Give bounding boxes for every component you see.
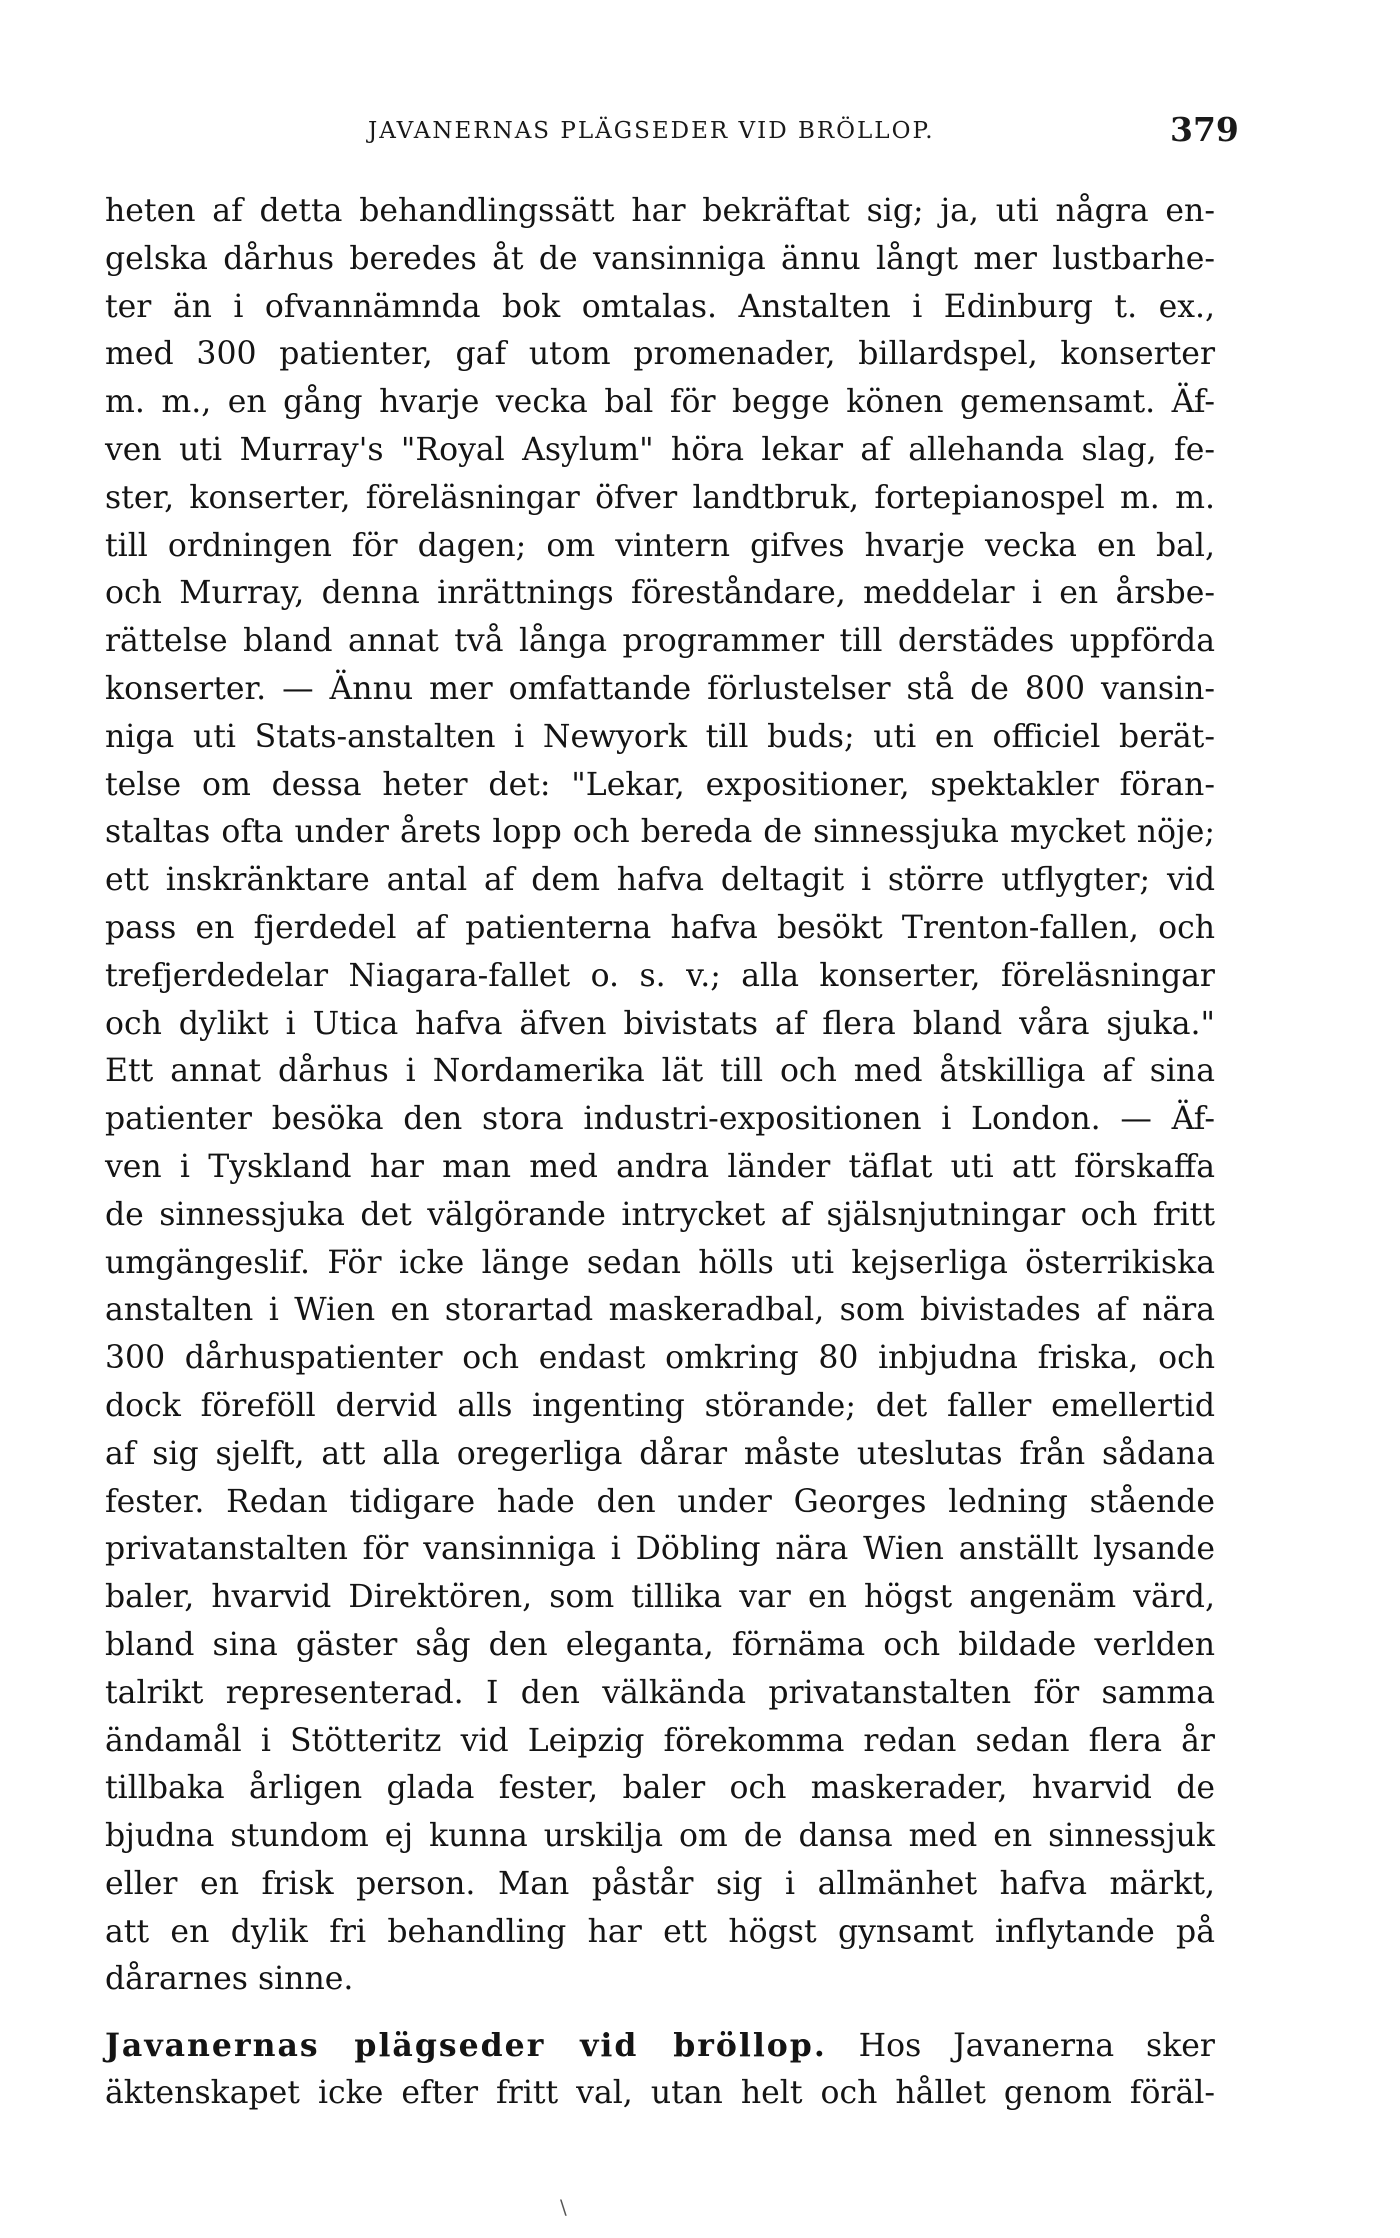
section-first-line — [105, 2022, 1215, 2070]
text-line: pass en fjerdedel af patienterna hafva besökt Trenton-fallen, och — [105, 909, 1215, 946]
text-line: ven uti Murray's "Royal Asylum" höra lekar af allehanda slag, fe- — [105, 431, 1215, 468]
text-line: dock föreföll dervid alls ingenting störande; det faller emellertid — [105, 1387, 1215, 1424]
text-line: baler, hvarvid Direktören, som tillika var en högst angenäm värd, — [105, 1579, 1215, 1616]
text-line: rättelse bland annat två långa programmer till derstädes uppförda — [105, 623, 1215, 660]
section-heading: Javanernas plägseder vid bröllop. — [105, 2027, 827, 2064]
text-line: fester. Redan tidigare hade den under Georges ledning stående — [105, 1483, 1215, 1520]
text-line: patienter besöka den stora industri-expositionen i London. — Äf- — [105, 1101, 1215, 1138]
section-second-line: äktenskapet icke efter fritt val, utan helt och hållet genom föräl- — [105, 2074, 1215, 2111]
text-line: privatanstalten för vansinniga i Döbling nära Wien anställt lysande — [105, 1531, 1215, 1568]
text-line: dårarnes sinne. — [105, 1961, 354, 1998]
text-line: med 300 patienter, gaf utom promenader, billardspel, konserter — [105, 336, 1215, 373]
running-title: JAVANERNAS PLÄGSEDER VID BRÖLLOP. — [368, 118, 935, 144]
text-line: konserter. — Ännu mer omfattande förlustelser stå de 800 vansin- — [105, 670, 1215, 707]
text-line: och dylikt i Utica hafva äfven bivistats af flera bland våra sjuka." — [105, 1005, 1215, 1042]
section-first-line-text: Hos Javanerna sker — [826, 2028, 1215, 2064]
text-line: bland sina gäster såg den eleganta, förnäma och bildade verlden — [105, 1626, 1215, 1663]
text-line: Ett annat dårhus i Nordamerika lät till och med åtskilliga af sina — [105, 1053, 1215, 1090]
text-line: telse om dessa heter det: "Lekar, expositioner, spektakler föran- — [105, 766, 1215, 803]
text-line: umgängeslif. För icke länge sedan hölls uti kejserliga österrikiska — [105, 1244, 1215, 1281]
text-line: af sig sjelft, att alla oregerliga dårar måste uteslutas från sådana — [105, 1435, 1215, 1472]
text-line: tillbaka årligen glada fester, baler och maskerader, hvarvid de — [105, 1770, 1215, 1807]
text-line: och Murray, denna inrättnings föreståndare, meddelar i en årsbe- — [105, 575, 1215, 612]
text-line: talrikt representerad. I den välkända privatanstalten för samma — [105, 1674, 1215, 1711]
text-line: ändamål i Stötteritz vid Leipzig förekomma redan sedan flera år — [105, 1722, 1215, 1759]
text-line: ter än i ofvannämnda bok omtalas. Anstalten i Edinburg t. ex., — [105, 288, 1215, 325]
text-line: att en dylik fri behandling har ett högst gynsamt inflytande på — [105, 1913, 1215, 1950]
text-line: ett inskränktare antal af dem hafva deltagit i större utflygter; vid — [105, 862, 1215, 899]
text-line: bjudna stundom ej kunna urskilja om de dansa med en sinnessjuk — [105, 1818, 1215, 1855]
text-line: staltas ofta under årets lopp och bereda de sinnessjuka mycket nöje; — [105, 814, 1215, 851]
text-line: trefjerdedelar Niagara-fallet o. s. v.; alla konserter, föreläsningar — [105, 957, 1215, 994]
text-line: heten af detta behandlingssätt har bekräftat sig; ja, uti några en- — [105, 193, 1215, 229]
stray-mark: \ — [560, 2195, 567, 2219]
page-number: 379 — [1170, 110, 1239, 149]
section-start — [105, 2022, 1215, 2118]
text-line: ster, konserter, föreläsningar öfver landtbruk, fortepianospel m. m. — [105, 479, 1215, 516]
text-line: gelska dårhus beredes åt de vansinniga ännu långt mer lustbarhe- — [105, 240, 1215, 277]
text-line: 300 dårhuspatienter och endast omkring 80 inbjudna friska, och — [105, 1340, 1215, 1377]
text-line: anstalten i Wien en storartad maskeradbal, som bivistades af nära — [105, 1292, 1215, 1329]
text-line: till ordningen för dagen; om vintern gifves hvarje vecka en bal, — [105, 527, 1215, 564]
text-line: niga uti Stats-anstalten i Newyork till buds; uti en officiel berät- — [105, 718, 1215, 755]
text-line: de sinnessjuka det välgörande intrycket af själsnjutningar och fritt — [105, 1196, 1215, 1233]
text-line: m. m., en gång hvarje vecka bal för begge könen gemensamt. Äf- — [105, 384, 1215, 421]
main-text — [105, 188, 1215, 2004]
text-line: eller en frisk person. Man påstår sig i allmänhet hafva märkt, — [105, 1865, 1215, 1902]
text-line: ven i Tyskland har man med andra länder täflat uti att förskaffa — [105, 1148, 1215, 1185]
